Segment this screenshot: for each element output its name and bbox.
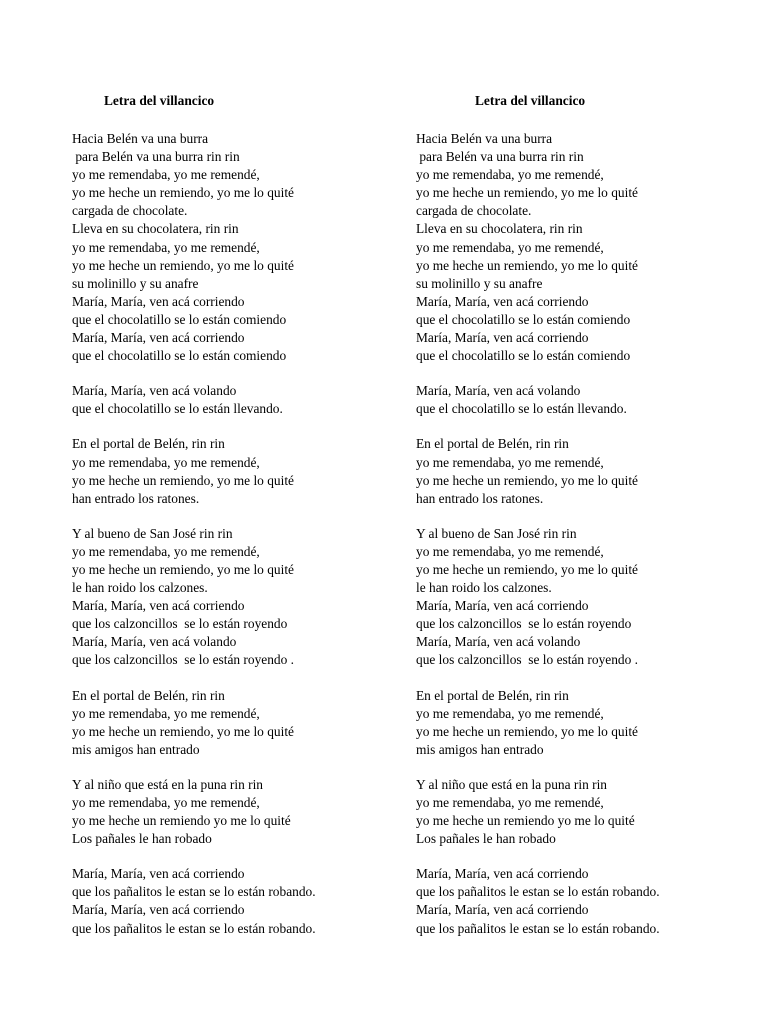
lyric-line: Hacia Belén va una burra xyxy=(72,131,209,146)
lyric-line: María, María, ven acá corriendo xyxy=(416,330,589,346)
stanza xyxy=(416,435,756,507)
lyric-line: yo me remendaba, yo me remendé, xyxy=(416,543,604,559)
lyric-line: Y al niño que está en la puna rin rin xyxy=(72,776,264,792)
lyric-line: yo me remendaba, yo me remendé, xyxy=(72,167,260,183)
lyric-line: que el chocolatillo se lo están comiendo xyxy=(416,311,631,327)
lyric-line: María, María, ven acá volando xyxy=(72,634,237,650)
stanza xyxy=(72,435,412,507)
lyrics-column-left xyxy=(72,92,412,955)
lyric-line: yo me remendaba, yo me remendé, xyxy=(416,454,604,470)
lyric-line: yo me remendaba, yo me remendé, xyxy=(416,795,604,810)
stanza xyxy=(416,382,756,418)
lyric-line: En el portal de Belén, rin rin xyxy=(416,687,569,703)
lyric-line: En el portal de Belén, rin rin xyxy=(72,436,225,452)
stanza xyxy=(416,865,756,937)
lyric-line: cargada de chocolate. xyxy=(72,203,188,219)
lyric-line: mis amigos han entrado xyxy=(72,741,200,757)
lyric-line: María, María, ven acá corriendo xyxy=(416,598,589,614)
page-title: Letra del villancico xyxy=(104,93,215,108)
lyric-line: que el chocolatillo se lo están comiendo xyxy=(72,348,287,364)
lyric-line: yo me heche un remiendo yo me lo quité xyxy=(72,813,291,829)
lyric-line: yo me heche un remiendo, yo me lo quité xyxy=(416,472,638,488)
lyric-line: yo me remendaba, yo me remendé, xyxy=(72,705,260,721)
stanza xyxy=(416,776,756,848)
lyric-line: En el portal de Belén, rin rin xyxy=(416,436,569,452)
lyric-line: yo me remendaba, yo me remendé, xyxy=(72,239,260,255)
lyric-line: María, María, ven acá corriendo xyxy=(72,866,245,882)
stanza xyxy=(416,687,756,759)
lyric-line: María, María, ven acá corriendo xyxy=(72,598,245,614)
lyric-line: María, María, ven acá corriendo xyxy=(72,902,245,918)
stanza-list-duplicate xyxy=(416,130,756,938)
lyric-line: Y al bueno de San José rin rin xyxy=(416,525,577,541)
lyric-line: le han roido los calzones. xyxy=(72,580,208,596)
lyric-line: Hacia Belén va una burra xyxy=(416,131,553,146)
lyric-line: que el chocolatillo se lo están llevando. xyxy=(72,401,283,417)
lyric-line: Los pañales le han robado xyxy=(72,831,212,847)
stanza-list xyxy=(72,130,412,938)
lyric-line: que el chocolatillo se lo están llevando. xyxy=(416,401,627,417)
stanza xyxy=(72,525,412,670)
lyric-line: que los calzoncillos se lo están royendo xyxy=(416,616,632,632)
lyric-line: María, María, ven acá volando xyxy=(72,383,237,399)
lyric-line: María, María, ven acá corriendo xyxy=(72,330,245,346)
stanza xyxy=(72,130,412,365)
lyric-line: cargada de chocolate. xyxy=(416,203,532,219)
lyric-line: Y al bueno de San José rin rin xyxy=(72,525,233,541)
lyric-line: han entrado los ratones. xyxy=(72,490,200,506)
stanza xyxy=(72,382,412,418)
lyric-line: que los calzoncillos se lo están royendo . xyxy=(416,652,639,668)
lyric-line: yo me remendaba, yo me remendé, xyxy=(416,239,604,255)
lyric-line: para Belén va una burra rin rin xyxy=(416,149,584,165)
lyric-line: su molinillo y su anafre xyxy=(416,275,543,291)
lyric-line: yo me remendaba, yo me remendé, xyxy=(72,454,260,470)
lyric-line: mis amigos han entrado xyxy=(416,741,544,757)
lyric-line: yo me remendaba, yo me remendé, xyxy=(416,167,604,183)
lyric-line: que los pañalitos le estan se lo están robando. xyxy=(72,920,316,936)
lyric-line: yo me heche un remiendo, yo me lo quité xyxy=(416,257,638,273)
lyric-line: yo me remendaba, yo me remendé, xyxy=(72,795,260,810)
lyric-line: su molinillo y su anafre xyxy=(72,275,199,291)
lyric-line: María, María, ven acá corriendo xyxy=(416,866,589,882)
lyric-line: yo me heche un remiendo yo me lo quité xyxy=(416,813,635,829)
lyrics-column-right xyxy=(416,92,756,955)
lyric-line: yo me remendaba, yo me remendé, xyxy=(72,543,260,559)
stanza xyxy=(416,130,756,365)
lyric-line: En el portal de Belén, rin rin xyxy=(72,687,225,703)
lyric-line: que los calzoncillos se lo están royendo xyxy=(72,616,288,632)
lyric-line: María, María, ven acá corriendo xyxy=(416,293,589,309)
lyric-line: yo me remendaba, yo me remendé, xyxy=(416,705,604,721)
lyric-line: María, María, ven acá volando xyxy=(416,383,581,399)
lyric-line: María, María, ven acá corriendo xyxy=(416,902,589,918)
lyric-line: que el chocolatillo se lo están comiendo xyxy=(416,348,631,364)
lyric-line: yo me heche un remiendo, yo me lo quité xyxy=(416,561,638,577)
page-title-duplicate: Letra del villancico xyxy=(475,93,586,108)
lyric-line: Los pañales le han robado xyxy=(416,831,556,847)
lyric-line: que el chocolatillo se lo están comiendo xyxy=(72,311,287,327)
lyric-line: le han roido los calzones. xyxy=(416,580,552,596)
stanza xyxy=(72,865,412,937)
lyric-line: yo me heche un remiendo, yo me lo quité xyxy=(416,723,638,739)
lyric-line: yo me heche un remiendo, yo me lo quité xyxy=(72,472,294,488)
lyric-line: que los pañalitos le estan se lo están robando. xyxy=(72,884,316,900)
lyric-line: yo me heche un remiendo, yo me lo quité xyxy=(72,723,294,739)
lyric-line: que los calzoncillos se lo están royendo . xyxy=(72,652,295,668)
lyric-line: yo me heche un remiendo, yo me lo quité xyxy=(72,257,294,273)
lyric-line: Y al niño que está en la puna rin rin xyxy=(416,776,608,792)
lyric-line: que los pañalitos le estan se lo están robando. xyxy=(416,920,660,936)
lyric-line: yo me heche un remiendo, yo me lo quité xyxy=(72,185,294,201)
lyric-line: para Belén va una burra rin rin xyxy=(72,149,240,165)
lyric-line: María, María, ven acá corriendo xyxy=(72,293,245,309)
lyric-line: que los pañalitos le estan se lo están robando. xyxy=(416,884,660,900)
stanza xyxy=(416,525,756,670)
lyric-line: yo me heche un remiendo, yo me lo quité xyxy=(72,561,294,577)
stanza xyxy=(72,776,412,848)
stanza xyxy=(72,687,412,759)
lyric-line: Lleva en su chocolatera, rin rin xyxy=(416,221,583,237)
lyric-line: han entrado los ratones. xyxy=(416,490,544,506)
lyric-line: Lleva en su chocolatera, rin rin xyxy=(72,221,239,237)
lyric-line: María, María, ven acá volando xyxy=(416,634,581,650)
lyric-line: yo me heche un remiendo, yo me lo quité xyxy=(416,185,638,201)
